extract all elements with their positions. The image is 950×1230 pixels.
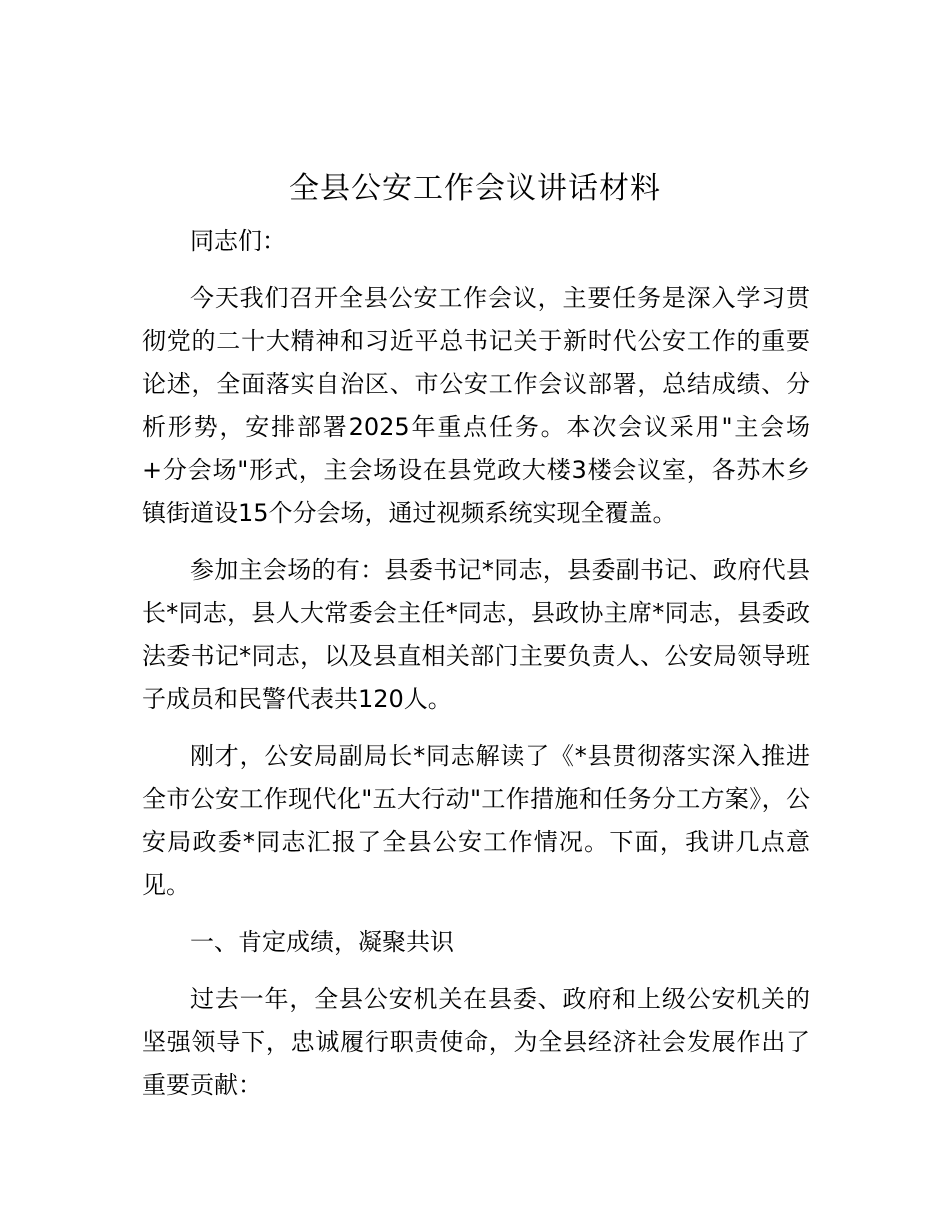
document-title: 全县公安工作会议讲话材料 <box>289 171 661 206</box>
paragraph-attendees: 参加主会场的有：县委书记*同志，县委副书记、政府代县长*同志，县人大常委会主任*同志，县政协主席*同志，县委政法委书记*同志，以及县直相关部门主要负责人、公安局领导班子成员和民警代表共120人。 <box>142 556 810 713</box>
document-body <box>142 220 810 1121</box>
salutation: 同志们： <box>190 227 286 255</box>
section-heading: 一、肯定成绩，凝聚共识 <box>190 928 454 956</box>
paragraph-agenda: 刚才，公安局副局长*同志解读了《*县贯彻落实深入推进全市公安工作现代化"五大行动"工作措施和任务分工方案》，公安局政委*同志汇报了全县公安工作情况。下面，我讲几点意见。 <box>142 742 810 899</box>
paragraph-achievements: 过去一年，全县公安机关在县委、政府和上级公安机关的坚强领导下，忠诚履行职责使命，为全县经济社会发展作出了重要贡献： <box>142 985 810 1099</box>
paragraph-intro: 今天我们召开全县公安工作会议，主要任务是深入学习贯彻党的二十大精神和习近平总书记关于新时代公安工作的重要论述，全面落实自治区、市公安工作会议部署，总结成绩、分析形势，安排部署2025年重点任务。本次会议采用"主会场+分会场"形式，主会场设在县党政大楼3楼会议室，各苏木乡镇街道设15个分会场，通过视频系统实现全覆盖。 <box>142 284 810 527</box>
